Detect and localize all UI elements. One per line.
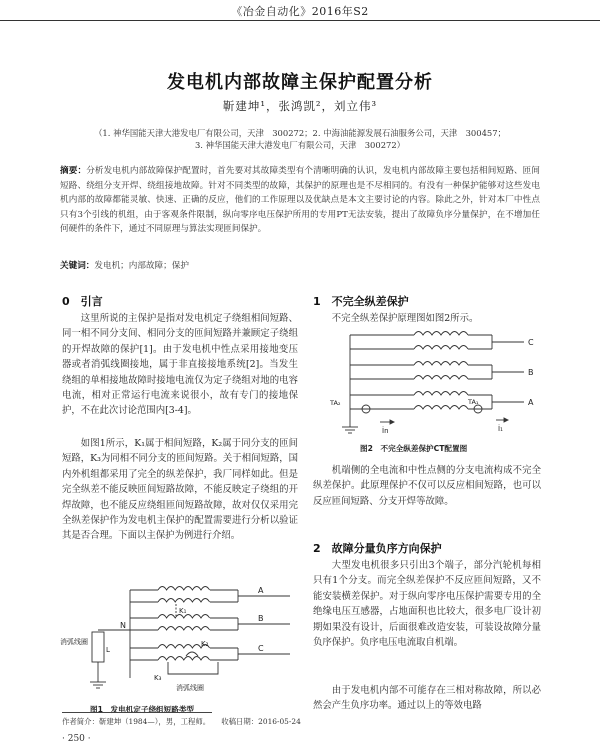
fig2-label-i1: İ₁	[498, 425, 503, 433]
fig2-label-b: B	[528, 368, 534, 377]
fig1-label-k2: K₂	[201, 640, 209, 648]
coil-c2	[414, 346, 468, 350]
fig1-label-k3: K₃	[154, 674, 162, 682]
coil-b2	[158, 627, 210, 631]
journal-header-text: 《冶金自动化》2016年S2	[231, 5, 369, 18]
section-1-paragraph-1: 不完全纵差保护原理图如图2所示。	[331, 313, 479, 324]
paper-title: 发电机内部故障主保护配置分析	[167, 72, 433, 93]
intro-heading: 0 引言	[62, 295, 103, 308]
author-affiliations	[60, 127, 540, 151]
fig1-label-k1: K₁	[179, 607, 187, 615]
fig1-left-label: 消弧线圈	[60, 638, 88, 646]
coil-a1	[414, 392, 468, 396]
section-2-paragraph-2: 由于发电机内部不可能存在三相对称故障，所以必然会产生负序功率。通过以上的等效电路	[313, 685, 541, 712]
fig2-label-in: İn	[382, 427, 389, 435]
section-1-heading: 1 不完全纵差保护	[313, 295, 409, 308]
fault-k2-link	[186, 652, 198, 656]
footnote-rule	[62, 712, 212, 713]
coil-c1	[414, 332, 468, 336]
fig1-label-n: N	[120, 621, 126, 630]
coil-a2	[158, 599, 210, 603]
figure-2-ct-configuration	[328, 327, 538, 439]
coil-b1	[414, 362, 468, 366]
fig1-label-l: L	[106, 646, 110, 654]
intro-paragraph-2: 如图1所示，K₁属于相间短路，K₂属于同分支的匝间短路，K₃为同相不同分支的匝间短路。关于相间短路，国内外机组都采用了完全的纵差保护，我厂同样如此。但是完全纵差不能反映匝间短路故障，不能反映定子绕组的开焊故障，也不能反应绕组匝间短路故障，故对仅仅采用完全纵差保护作为发电机主保护的配置需要进行分析以验证其是否合理。下面以主保护为例进行介绍。	[62, 438, 298, 542]
figure-2-caption: 图2 不完全纵差保护CT配置图	[360, 444, 468, 453]
fig1-label-b: B	[258, 614, 264, 623]
coil-a1	[158, 587, 210, 591]
arc-suppression-coil	[92, 632, 104, 662]
section-1-paragraph-2: 机端侧的全电流和中性点侧的分支电流构成不完全纵差保护。此原理保护不仅可以反应相间短路，也可以反应匝间短路、分支开焊等故障。	[313, 465, 541, 507]
page-number: · 250 ·	[62, 734, 91, 744]
fault-k3-link	[168, 662, 218, 674]
section-2-heading: 2 故障分量负序方向保护	[313, 542, 442, 555]
abstract	[60, 164, 540, 237]
coil-c2	[158, 657, 210, 661]
paper-authors: 靳建坤¹，张鸿凯²，刘立伟³	[222, 99, 378, 113]
affiliation-line-2: 3. 神华国能天津大港发电厂有限公司，天津 300272）	[194, 140, 406, 150]
author-footnote: 作者简介：靳建坤（1984—），男，工程师。 收稿日期：2016-05-24	[62, 717, 301, 726]
fig2-label-ta2: TA₂	[330, 399, 341, 407]
abstract-text: 分析发电机内部故障保护配置时，首先要对其故障类型有个清晰明确的认识，发电机内部故障主要包括相间短路、匝间短路、绕组分支开焊、绕组接地故障。针对不同类型的故障，其保护的原理也是不尽相同的。有没有一种保护能够对这些发电机内部的故障都能灵敏、快速、正确的反应，他们的工作原理以及优缺点是本文主要讨论的内容。除此之外，针对本厂中性点只有3个引线的机组，由于客观条件限制，纵向零序电压保护所用的专用PT无法安装，提出了故障负序分量保护，在不增加任何硬件的条件下，通过不同原理与算法实现匝间保护。	[60, 166, 540, 234]
fig1-label-a: A	[258, 586, 264, 595]
keywords-text: 发电机；内部故障；保护	[94, 261, 189, 271]
coil-a2	[414, 406, 468, 410]
coil-b1	[158, 615, 210, 619]
keywords-label: 关键词：	[60, 261, 95, 271]
running-header	[0, 0, 600, 21]
section-2-paragraph-1: 大型发电机很多只引出3个端子，部分汽轮机每相只有1个分支。而完全纵差保护不反应匝间短路，又不能安装横差保护。对于纵向零序电压保护需要专用的全绝缘电压互感器，占地面积也比较大，很多电厂设计初期如果没有设计，后面很难改造安装，可装设故障分量负序保护。负序电压电流取自机端。	[313, 560, 541, 649]
fig2-label-a: A	[528, 398, 534, 407]
figure-1-caption: 图1 发电机定子绕组短路类型	[90, 705, 195, 714]
coil-b2	[414, 376, 468, 380]
fig2-label-c: C	[528, 338, 534, 347]
fig1-ground-label: 消弧线圈	[176, 684, 204, 692]
intro-paragraph-1: 这里所说的主保护是指对发电机定子绕组相间短路、同一相不同分支间、相同分支的匝间短路并兼顾定子绕组的开焊故障的保护[1]。由于发电机中性点采用接地变压器或者消弧线圈接地，属于非直接接地系统[2]。当发生绕组的单相接地故障时接地电流仅为定子绕组对地的电容电流，相对正常运行电流来说很小，故有专门的接地保护，不在此次讨论范围内[3-4]。	[62, 313, 298, 417]
fig1-label-c: C	[258, 644, 264, 653]
keywords	[60, 259, 540, 271]
abstract-label: 摘要：	[60, 166, 87, 176]
fig2-label-ta1: TA₁	[468, 398, 479, 406]
figure-1-circuit	[58, 570, 298, 702]
affiliation-line-1: （1. 神华国能天津大港发电厂有限公司，天津 300272；2. 中海油能源发展石油服务公司，天津 300457；	[94, 128, 506, 138]
